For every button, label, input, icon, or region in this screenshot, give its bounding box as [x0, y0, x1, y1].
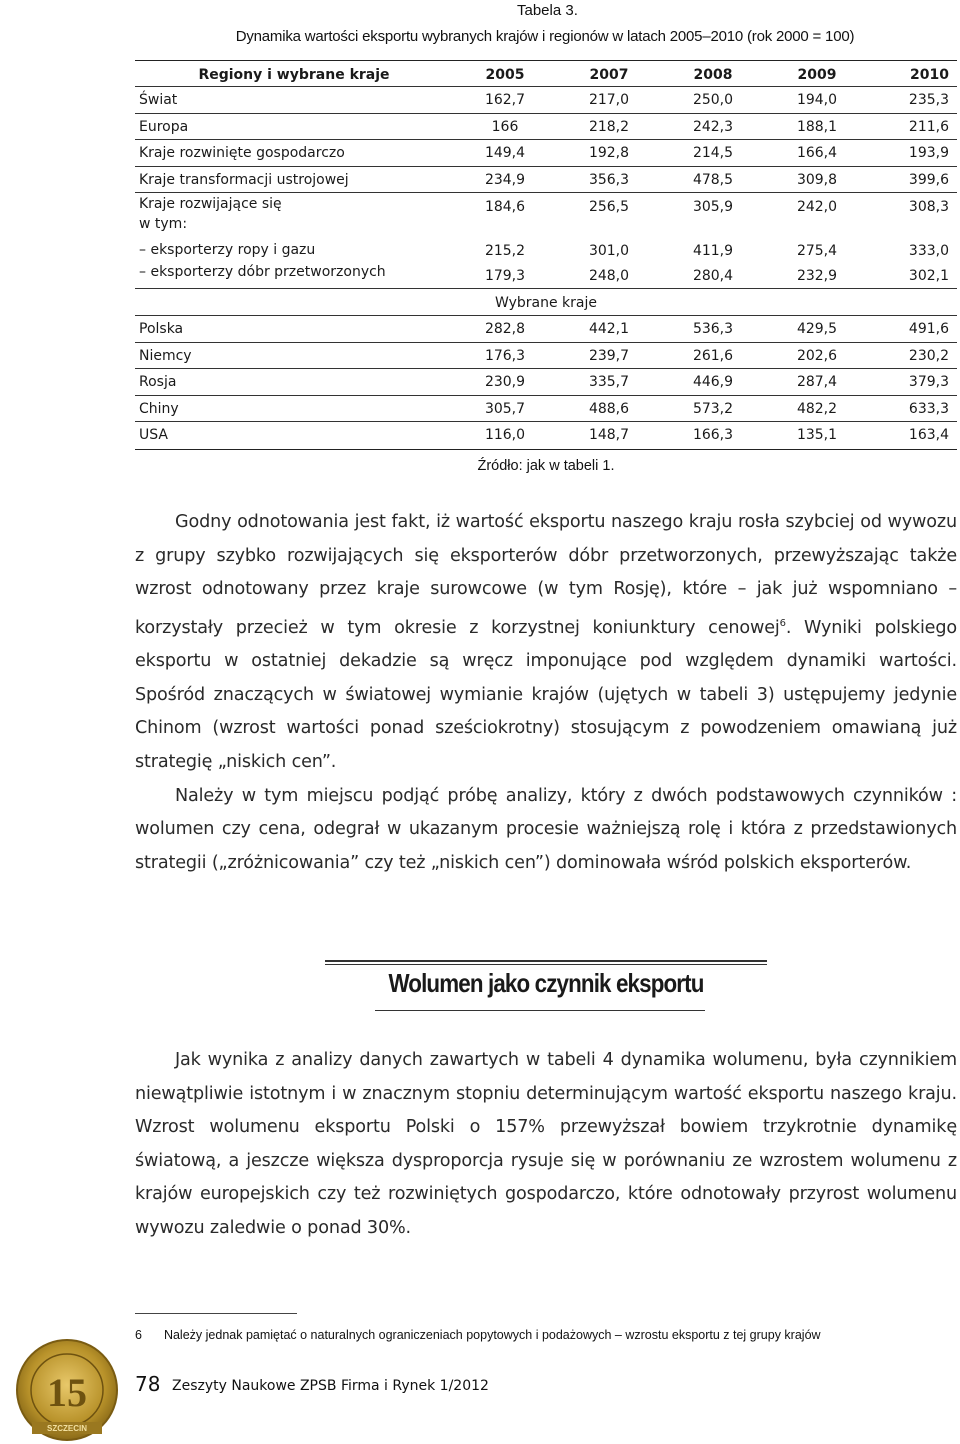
table-source-note: Źródło: jak w tabeli 1. — [477, 458, 615, 474]
table-cell: 148,7 — [588, 427, 630, 443]
table-cell: 218,2 — [588, 118, 630, 135]
table-cell: 116,0 — [484, 427, 526, 443]
row-label-sub: w tym: — [139, 216, 188, 232]
table-row — [135, 316, 957, 343]
footnote-reference[interactable]: 6 — [779, 617, 786, 629]
table-cell: 482,2 — [796, 400, 838, 417]
table-cell: 442,1 — [588, 321, 630, 337]
heading-rule-bottom — [375, 1010, 705, 1011]
table-cell: 333,0 — [908, 243, 949, 259]
table-cell: 239,7 — [588, 347, 630, 364]
row-label — [135, 239, 453, 289]
page-number: 78 — [135, 1372, 161, 1396]
table-row — [135, 369, 957, 396]
table-row — [135, 422, 957, 449]
row-label: Świat — [139, 92, 178, 108]
table-cell: 308,3 — [908, 199, 949, 215]
heading-rule-top — [325, 960, 767, 962]
paragraph-text: Godny odnotowania jest fakt, iż wartość eksportu naszego kraju rosła szybciej od wywozu z grupy szybko rozwijających się eksporterów dóbr przetworzonych, przewyższając także wzrost odnotowany przez kraje surowcowe (w tym Rosję), które – jak już wspomniano – korzystały przecież w tym okresie z korzystnej koniunktury cenowej — [135, 512, 957, 638]
table-cell: 135,1 — [796, 427, 838, 443]
table-cell: 305,7 — [484, 400, 526, 417]
table-cell-pair — [661, 239, 765, 289]
table-cell: 215,2 — [484, 243, 526, 259]
table-row — [135, 343, 957, 370]
row-label: USA — [139, 427, 168, 443]
paragraph: Jak wynika z analizy danych zawartych w tabeli 4 dynamika wolumenu, była czynnikiem niewątpliwie istotnym i w znacznym stopniu determinującym wartość eksportu naszego kraju. Wzrost wolumenu eksportu Polski o 157% przewyższał bowiem trzykrotnie dynamikę światową, a jeszcze większa dysproporcja rysuje się w porównaniu ze wzrostem wolumenu z krajów europejskich czy też rozwiniętych gospodarczo, które odnotowały przyrost wolumenu wywozu zaledwie o ponad 30%. — [135, 1050, 957, 1238]
table-cell: 234,9 — [484, 171, 526, 188]
table-cell: 211,6 — [908, 118, 949, 135]
table-cell: 166 — [491, 118, 519, 135]
table-cell: 429,5 — [796, 321, 838, 337]
row-label-processed: – eksporterzy dóbr przetworzonych — [139, 264, 386, 280]
table-cell: 230,2 — [908, 347, 949, 364]
body-text-upper — [135, 506, 957, 880]
table-cell-pair — [453, 239, 557, 289]
row-label — [135, 193, 453, 239]
table-cell: 256,5 — [588, 199, 630, 215]
table-cell-pair — [765, 239, 869, 289]
table-row-developing — [135, 193, 957, 239]
table-cell: 446,9 — [692, 374, 734, 390]
column-header: Regiony i wybrane kraje — [198, 67, 390, 83]
school-seal-logo — [8, 1338, 126, 1442]
table-cell: 194,0 — [796, 92, 838, 108]
column-header: 2007 — [589, 67, 629, 83]
table-cell: 478,5 — [692, 171, 734, 188]
section-heading: Wolumen jako czynnik eksportu — [388, 968, 704, 998]
export-dynamics-table — [135, 60, 957, 450]
footnote-text: Należy jednak pamiętać o naturalnych ograniczeniach popytowych i podażowych – wzrostu eksportu z tej grupy krajów — [163, 1328, 821, 1342]
table-cell: 248,0 — [588, 268, 630, 284]
table-cell: 488,6 — [588, 400, 630, 417]
table-cell: 202,6 — [796, 347, 838, 364]
table-cell: 399,6 — [908, 171, 949, 188]
table-row — [135, 396, 957, 423]
svg-text:15: 15 — [47, 1370, 87, 1415]
table-cell: 250,0 — [692, 92, 734, 108]
table-cell: 179,3 — [484, 268, 526, 284]
row-label: Kraje rozwinięte gospodarczo — [139, 145, 345, 161]
table-cell: 176,3 — [484, 347, 526, 364]
table-cell: 217,0 — [588, 92, 630, 108]
table-cell: 536,3 — [692, 321, 734, 337]
table-cell: 188,1 — [796, 118, 838, 135]
table-cell: 356,3 — [588, 171, 630, 188]
table-cell: 491,6 — [908, 321, 949, 337]
table-cell: 275,4 — [796, 243, 838, 259]
table-cell-pair — [869, 239, 957, 289]
table-row — [135, 87, 957, 114]
table-caption-label: Tabela 3. — [517, 2, 578, 19]
row-label-oil-gas: – eksporterzy ropy i gazu — [139, 242, 316, 258]
footnote-separator — [135, 1313, 297, 1314]
table-cell: 232,9 — [796, 268, 838, 284]
column-header: 2010 — [910, 67, 949, 83]
row-label: Polska — [139, 321, 184, 337]
table-section-label: Wybrane kraje — [135, 289, 957, 316]
table-cell: 411,9 — [692, 243, 734, 259]
footnote — [135, 1328, 957, 1342]
table-cell: 166,4 — [796, 145, 838, 161]
table-caption-title: Dynamika wartości eksportu wybranych krajów i regionów w latach 2005–2010 (rok 2000 = 100) — [235, 28, 855, 45]
body-text-lower — [135, 1044, 957, 1246]
paragraph: Należy w tym miejscu podjąć próbę analizy, który z dwóch podstawowych czynników : wolumen czy cena, odegrał w ukazanym procesie ważniejszą rolę i która z przedstawionych strategii („zróżnicowania” czy też „niskich cen”) dominowała wśród polskich eksporterów. — [135, 785, 957, 873]
table-row — [135, 167, 957, 194]
svg-text:SZCZECIN: SZCZECIN — [47, 1424, 87, 1433]
table-cell: 309,8 — [796, 171, 838, 188]
table-cell: 214,5 — [692, 145, 734, 161]
table-cell: 379,3 — [908, 374, 949, 390]
table-cell: 305,9 — [692, 199, 734, 215]
column-header: 2009 — [797, 67, 837, 83]
table-cell: 301,0 — [588, 243, 630, 259]
table-cell: 192,8 — [588, 145, 630, 161]
table-cell: 335,7 — [588, 374, 630, 390]
row-label: Niemcy — [139, 347, 192, 364]
row-label-main: Kraje rozwijające się — [139, 196, 282, 212]
paragraph — [135, 506, 957, 780]
table-cell: 573,2 — [692, 400, 734, 417]
table-cell: 242,3 — [692, 118, 734, 135]
table-cell: 193,9 — [908, 145, 949, 161]
table-cell: 280,4 — [692, 268, 734, 284]
column-header: 2005 — [485, 67, 525, 83]
table-header-row — [135, 61, 957, 87]
footnote-number: 6 — [135, 1328, 142, 1342]
table-row — [135, 114, 957, 141]
table-cell: 230,9 — [484, 374, 526, 390]
table-cell-pair — [557, 239, 661, 289]
table-cell: 235,3 — [908, 92, 949, 108]
table-cell: 162,7 — [484, 92, 526, 108]
row-label: Kraje transformacji ustrojowej — [139, 171, 349, 188]
row-label: Europa — [139, 118, 189, 135]
table-row-exporters — [135, 239, 957, 289]
table-cell: 302,1 — [908, 268, 949, 284]
table-cell: 149,4 — [484, 145, 526, 161]
row-label: Chiny — [139, 400, 179, 417]
heading-rule-top-thin — [325, 964, 767, 965]
table-cell: 242,0 — [796, 199, 838, 215]
table-cell: 184,6 — [484, 199, 526, 215]
column-header: 2008 — [693, 67, 733, 83]
journal-footer: Zeszyty Naukowe ZPSB Firma i Rynek 1/2012 — [172, 1378, 489, 1394]
row-label: Rosja — [139, 374, 177, 390]
table-cell: 287,4 — [796, 374, 838, 390]
table-cell: 166,3 — [692, 427, 734, 443]
table-cell: 282,8 — [484, 321, 526, 337]
table-cell: 633,3 — [908, 400, 949, 417]
table-cell: 163,4 — [908, 427, 949, 443]
table-row — [135, 140, 957, 167]
table-cell: 261,6 — [692, 347, 734, 364]
paragraph-text: . Wyniki polskiego eksportu w ostatniej dekadzie są wręcz imponujące pod względem dynamiki wartości. Spośród znaczących w światowej wymianie krajów (ujętych w tabeli 3) ustępujemy jedynie Chinom (wzrost wartości ponad sześciokrotny) stosującym z powodzeniem omawianą już strategię „niskich cen”. — [135, 617, 957, 773]
